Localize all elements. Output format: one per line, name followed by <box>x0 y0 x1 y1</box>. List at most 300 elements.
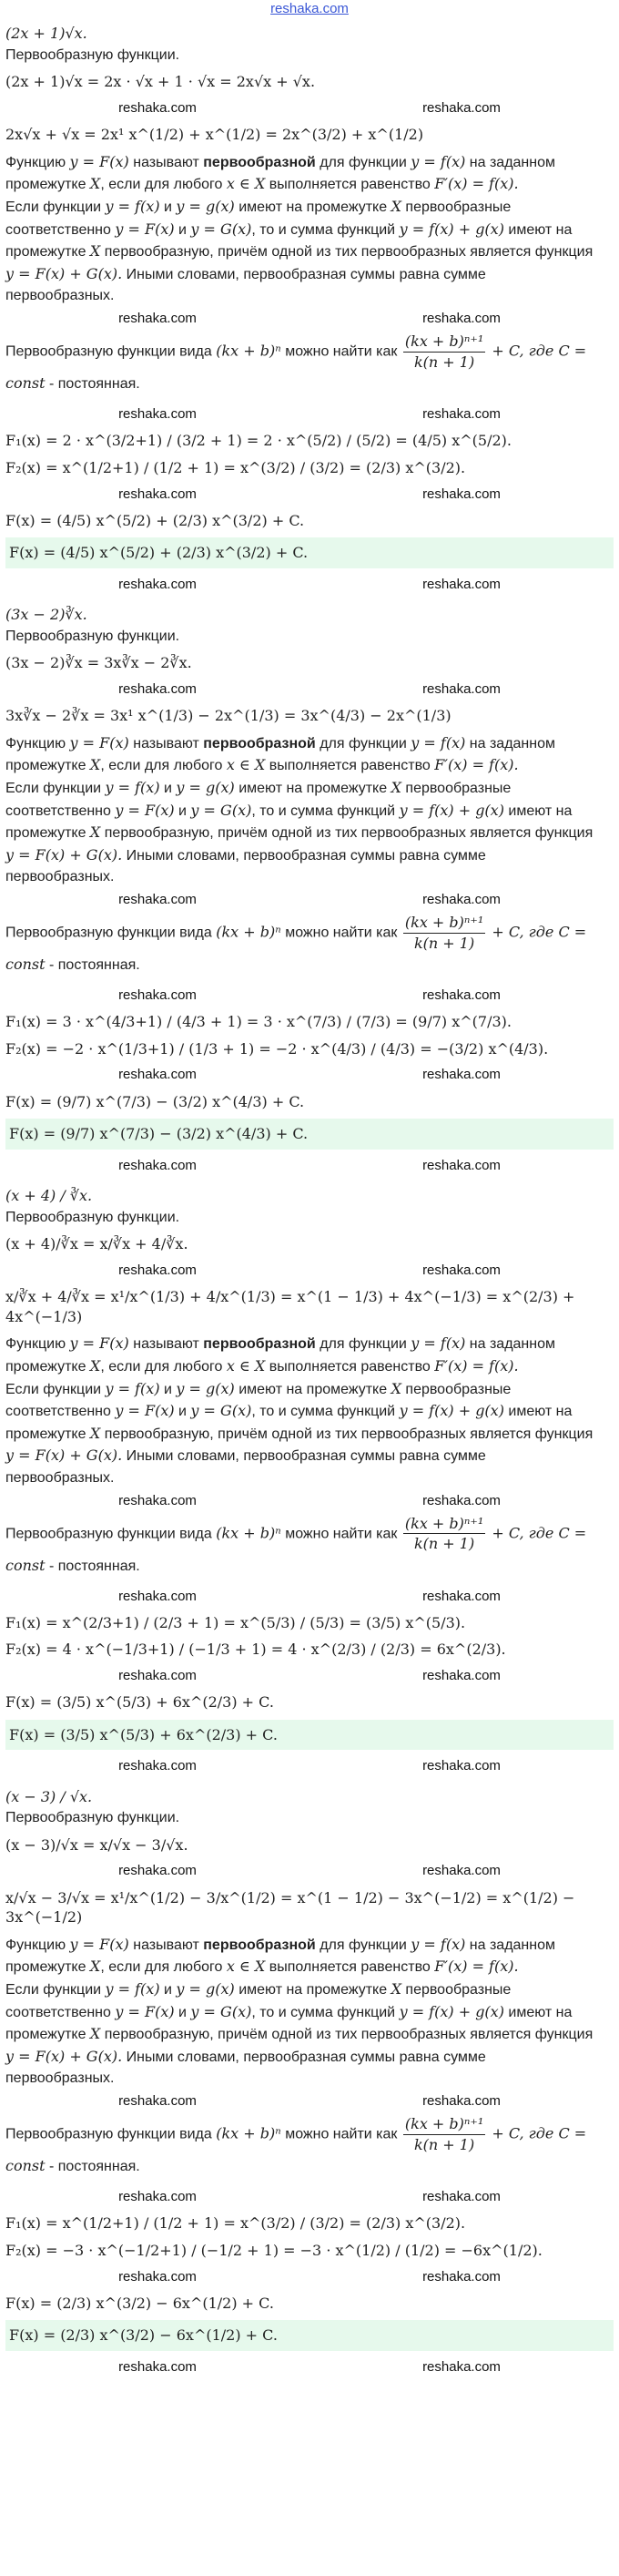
answer-box: F(x) = (9/7) x^(7/3) − (3/2) x^(4/3) + C. <box>5 1119 614 1150</box>
answer-box: F(x) = (3/5) x^(5/3) + 6x^(2/3) + C. <box>5 1720 614 1751</box>
kx-fragment: можно найти как <box>280 2126 401 2142</box>
solution-step: (x + 4)/∛x = x/∛x + 4/∛x. <box>5 1235 188 1253</box>
kx-fragment: (kx + b)ⁿ <box>216 2124 281 2142</box>
watermark-text: reshaka.com <box>422 1667 501 1683</box>
sum-rule-text: первообразных. <box>5 288 115 304</box>
watermark-row <box>5 1757 614 1775</box>
sum-rule-fragment: и <box>159 199 177 216</box>
watermark-text: reshaka.com <box>118 576 197 592</box>
definition-fragment: первообразной <box>203 1336 316 1353</box>
watermark-row <box>5 680 614 699</box>
kx-fragment: - постоянная. <box>45 1558 140 1574</box>
solution-step: F(x) = (3/5) x^(5/3) + 6x^(2/3) + C. <box>5 1693 274 1712</box>
watermark-text: reshaka.com <box>118 311 197 327</box>
watermark-text: reshaka.com <box>118 1863 197 1879</box>
definition-fragment: Функцию <box>5 1336 70 1353</box>
sum-rule-fragment: y = g(x) <box>176 1379 235 1397</box>
watermark-text: reshaka.com <box>422 680 501 697</box>
definition-fragment: для функции <box>315 735 411 751</box>
definition-fragment: на заданном <box>465 1937 555 1953</box>
kx-fraction <box>403 1514 485 1554</box>
answer-box: F(x) = (2/3) x^(3/2) − 6x^(1/2) + C. <box>5 2320 614 2351</box>
sum-rule-fragment: y = f(x) + g(x) <box>399 2002 504 2020</box>
task-intro: Первообразную функции. <box>5 628 180 644</box>
kx-numerator: (kx + b)ⁿ⁺¹ <box>403 332 485 353</box>
sum-rule-fragment: X <box>89 2025 101 2043</box>
sum-rule-fragment: и <box>174 2004 191 2020</box>
definition-fragment: называют <box>128 1336 204 1353</box>
sum-rule-fragment: имеют на промежутке <box>234 1982 391 1998</box>
kx-rule-text <box>5 332 614 372</box>
definition-fragment: называют <box>128 1937 204 1953</box>
watermark-row <box>5 310 614 328</box>
solution-step: (3x − 2)∛x = 3x∛x − 2∛x. <box>5 654 192 672</box>
solution-step: 3x∛x − 2∛x = 3x¹ x^(1/3) − 2x^(1/3) = 3x^(4/3) − 2x^(1/3) <box>5 707 452 725</box>
watermark-text: reshaka.com <box>422 891 501 907</box>
sum-rule-fragment: первообразную, причём одной из тих первообразных является функция <box>100 244 594 261</box>
task-section <box>5 1186 614 1776</box>
sum-rule-fragment: y = G(x) <box>190 220 252 238</box>
task-section <box>5 605 614 1175</box>
sum-rule-fragment: y = G(x) <box>190 2002 252 2020</box>
definition-line <box>5 152 614 173</box>
definition-fragment: y = f(x) <box>411 152 466 170</box>
watermark-text: reshaka.com <box>422 406 501 423</box>
definition-fragment: y = f(x) <box>411 733 466 751</box>
watermark-text: reshaka.com <box>118 1157 197 1173</box>
solution-step: F₁(x) = 2 · x^(3/2+1) / (3/2 + 1) = 2 · x^(5/2) / (5/2) = (4/5) x^(5/2). <box>5 432 512 450</box>
watermark-text: reshaka.com <box>118 2189 197 2205</box>
definition-fragment: Функцию <box>5 1937 70 1953</box>
watermark-text: reshaka.com <box>422 1262 501 1278</box>
solution-step: F₁(x) = x^(1/2+1) / (1/2 + 1) = x^(3/2) / (3/2) = (2/3) x^(3/2). <box>5 2214 466 2233</box>
sum-rule-text <box>5 2002 614 2023</box>
sum-rule-fragment: y = f(x) <box>105 1379 160 1397</box>
kx-fragment: const <box>5 956 46 974</box>
kx-rule-text <box>5 1514 614 1554</box>
definition-fragment: , если для любого <box>100 177 227 193</box>
sum-rule-fragment: промежутке <box>5 1426 90 1442</box>
sum-rule-text <box>5 778 614 799</box>
sum-rule-fragment: имеют на промежутке <box>234 199 391 216</box>
watermark-row <box>5 1667 614 1685</box>
definition-fragment: выполняется равенство <box>265 1358 435 1375</box>
watermark-text: reshaka.com <box>118 891 197 907</box>
sum-rule-fragment: имеют на промежутке <box>234 781 391 796</box>
task-intro: Первообразную функции. <box>5 1810 180 1826</box>
definition-fragment: первообразной <box>203 1937 316 1953</box>
sum-rule-fragment: X <box>89 242 101 261</box>
sum-rule-fragment: промежутке <box>5 244 90 261</box>
kx-fragment: можно найти как <box>280 1526 401 1542</box>
kx-fraction <box>403 913 485 953</box>
definition-block <box>5 1334 614 1576</box>
watermark-text: reshaka.com <box>422 1067 501 1083</box>
sum-rule-fragment: и <box>159 1982 177 1998</box>
kx-rule-text <box>5 373 614 394</box>
kx-numerator: (kx + b)ⁿ⁺¹ <box>403 1514 485 1535</box>
sum-rule-fragment: имеют на <box>503 1404 573 1420</box>
sum-rule-fragment: y = f(x) + g(x) <box>399 1402 504 1420</box>
task-intro: Первообразную функции. <box>5 46 180 63</box>
kx-rule-text <box>5 955 614 976</box>
answer-box: F(x) = (4/5) x^(5/2) + (2/3) x^(3/2) + C. <box>5 537 614 568</box>
solution-step: x/√x − 3/√x = x¹/x^(1/2) − 3/x^(1/2) = x^(1 − 1/2) − 3x^(−1/2) = x^(1/2) − 3x^(−1/2) <box>5 1888 575 1927</box>
sum-rule-fragment: y = F(x) + G(x). <box>5 845 123 864</box>
watermark-text: reshaka.com <box>118 406 197 423</box>
sum-rule-fragment: , то и сумма функций <box>251 1404 400 1420</box>
kx-numerator: (kx + b)ⁿ⁺¹ <box>403 913 485 934</box>
sum-rule-fragment: y = F(x) + G(x). <box>5 264 123 282</box>
definition-fragment: y = f(x) <box>411 1334 466 1353</box>
sum-rule-text <box>5 1401 614 1422</box>
kx-fragment: (kx + b)ⁿ <box>216 1524 281 1542</box>
sum-rule-fragment: y = f(x) <box>105 1980 160 1998</box>
kx-rule-text <box>5 2114 614 2154</box>
definition-fragment: x ∈ X <box>226 1356 266 1375</box>
kx-fragment: - постоянная. <box>45 957 140 974</box>
sum-rule-fragment: первообразные <box>401 1982 512 1998</box>
kx-fraction <box>403 332 485 372</box>
sum-rule-fragment: y = f(x) <box>105 779 160 796</box>
sum-rule-fragment: X <box>391 779 401 796</box>
definition-fragment: промежутке <box>5 758 90 774</box>
solution-step: F₁(x) = x^(2/3+1) / (2/3 + 1) = x^(5/3) / (5/3) = (3/5) x^(5/3). <box>5 1613 466 1631</box>
sum-rule-fragment: и <box>174 1404 191 1420</box>
definition-fragment: X <box>89 175 101 193</box>
task-section <box>5 1787 614 2377</box>
watermark-row <box>5 1492 614 1510</box>
watermark-text: reshaka.com <box>422 987 501 1003</box>
sum-rule-fragment: промежутке <box>5 825 90 842</box>
definition-fragment: X <box>89 1356 101 1375</box>
definition-line <box>5 1935 614 1956</box>
kx-fragment: - постоянная. <box>45 2159 140 2175</box>
sum-rule-fragment: y = F(x) + G(x). <box>5 2047 123 2065</box>
sum-rule-text <box>5 197 614 218</box>
sum-rule-fragment: первообразную, причём одной из тих первообразных является функция <box>100 825 594 842</box>
definition-fragment: промежутке <box>5 1358 90 1375</box>
tasks-container <box>5 24 614 2377</box>
watermark-row <box>5 486 614 504</box>
solution-step: F(x) = (9/7) x^(7/3) − (3/2) x^(4/3) + C. <box>5 1092 305 1110</box>
solution-step: 2x√x + √x = 2x¹ x^(1/2) + x^(1/2) = 2x^(3/2) + x^(1/2) <box>5 126 424 144</box>
watermark-text: reshaka.com <box>118 1492 197 1508</box>
watermark-row <box>5 2268 614 2286</box>
watermark-row <box>5 1262 614 1280</box>
solution-step: F₂(x) = −2 · x^(1/3+1) / (1/3 + 1) = −2 · x^(4/3) / (4/3) = −(3/2) x^(4/3). <box>5 1039 549 1058</box>
definition-fragment: y = f(x) <box>411 1935 466 1953</box>
watermark-row <box>5 2358 614 2377</box>
definition-fragment: для функции <box>315 1336 411 1353</box>
kx-fragment: + C, где C = <box>487 923 587 941</box>
sum-rule-text: первообразных. <box>5 1469 115 1486</box>
sum-rule-fragment: соответственно <box>5 221 116 238</box>
sum-rule-fragment: y = F(x) <box>115 801 175 819</box>
solution-step: F(x) = (4/5) x^(5/2) + (2/3) x^(3/2) + C. <box>5 511 305 529</box>
watermark-text: reshaka.com <box>118 100 197 117</box>
kx-denominator: k(n + 1) <box>413 1535 475 1553</box>
kx-fragment: const <box>5 2157 46 2175</box>
sum-rule-fragment: X <box>391 198 401 216</box>
definition-fragment: x ∈ X <box>226 756 266 774</box>
sum-rule-fragment: и <box>159 1381 177 1397</box>
sum-rule-text: первообразных. <box>5 2070 115 2087</box>
definition-line <box>5 733 614 754</box>
sum-rule-fragment: и <box>159 781 177 796</box>
watermark-row <box>5 1862 614 1880</box>
site-link[interactable]: reshaka.com <box>270 1 349 16</box>
definition-fragment: x ∈ X <box>226 1958 266 1976</box>
solution-step: F(x) = (2/3) x^(3/2) − 6x^(1/2) + C. <box>5 2294 274 2312</box>
definition-fragment: выполняется равенство <box>265 1959 435 1976</box>
definition-line <box>5 755 614 776</box>
kx-fragment: const <box>5 1556 46 1574</box>
sum-rule-text <box>5 1979 614 2000</box>
watermark-text: reshaka.com <box>422 100 501 117</box>
kx-rule-text <box>5 2156 614 2177</box>
definition-fragment: F′(x) = f(x). <box>434 175 519 193</box>
sum-rule-text <box>5 2047 614 2068</box>
sum-rule-text <box>5 2024 614 2045</box>
kx-fragment: Первообразную функции вида <box>5 2126 217 2142</box>
definition-fragment: для функции <box>315 154 411 170</box>
sum-rule-fragment: y = F(x) <box>115 220 175 238</box>
definition-fragment: y = F(x) <box>69 733 129 751</box>
definition-fragment: промежутке <box>5 1959 90 1976</box>
watermark-text: reshaka.com <box>422 1492 501 1508</box>
sum-rule-text <box>5 801 614 822</box>
watermark-row <box>5 2092 614 2111</box>
kx-fragment: - постоянная. <box>45 376 140 393</box>
task-function: (3x − 2)∛x. <box>5 606 87 624</box>
task-function: (x − 3) / √x. <box>5 1787 93 1805</box>
sum-rule-fragment: имеют на <box>503 2004 573 2020</box>
sum-rule-fragment: имеют на промежутке <box>234 1381 391 1397</box>
watermark-text: reshaka.com <box>118 987 197 1003</box>
watermark-text: reshaka.com <box>422 2189 501 2205</box>
kx-rule-text <box>5 913 614 953</box>
sum-rule-fragment: первообразные <box>401 781 512 796</box>
sum-rule-fragment: X <box>89 823 101 842</box>
solution-step: F₂(x) = 4 · x^(−1/3+1) / (−1/3 + 1) = 4 · x^(2/3) / (2/3) = 6x^(2/3). <box>5 1641 506 1659</box>
watermark-text: reshaka.com <box>118 1588 197 1604</box>
definition-fragment: Функцию <box>5 735 70 751</box>
watermark-row <box>5 2188 614 2206</box>
watermark-row <box>5 1157 614 1175</box>
sum-rule-fragment: имеют на <box>503 221 573 238</box>
sum-rule-fragment: y = G(x) <box>190 1402 252 1420</box>
definition-fragment: F′(x) = f(x). <box>434 1356 519 1375</box>
kx-fragment: (kx + b)ⁿ <box>216 342 281 360</box>
definition-fragment: , если для любого <box>100 758 227 774</box>
definition-line <box>5 1356 614 1377</box>
watermark-text: reshaka.com <box>422 1588 501 1604</box>
sum-rule-fragment: X <box>89 1424 101 1442</box>
definition-fragment: на заданном <box>465 735 555 751</box>
watermark-row <box>5 986 614 1005</box>
sum-rule-fragment: Если функции <box>5 1982 106 1998</box>
watermark-text: reshaka.com <box>422 2358 501 2375</box>
definition-fragment: F′(x) = f(x). <box>434 756 519 774</box>
definition-fragment: промежутке <box>5 177 90 193</box>
sum-rule-fragment: Иными словами, первообразная суммы равна сумме <box>122 1448 486 1465</box>
watermark-text: reshaka.com <box>118 1667 197 1683</box>
watermark-text: reshaka.com <box>422 1863 501 1879</box>
task-function: (x + 4) / ∛x. <box>5 1187 93 1205</box>
kx-fragment: можно найти как <box>280 343 401 360</box>
definition-fragment: X <box>89 1958 101 1976</box>
definition-fragment: y = F(x) <box>69 152 129 170</box>
sum-rule-fragment: первообразные <box>401 1381 512 1397</box>
definition-block <box>5 1935 614 2177</box>
sum-rule-text <box>5 1446 614 1467</box>
sum-rule-fragment: y = f(x) + g(x) <box>399 801 504 819</box>
definition-block <box>5 733 614 976</box>
definition-fragment: для функции <box>315 1937 411 1953</box>
watermark-row <box>5 576 614 594</box>
watermark-text: reshaka.com <box>118 2093 197 2110</box>
sum-rule-fragment: соответственно <box>5 1404 116 1420</box>
kx-fragment: (kx + b)ⁿ <box>216 923 281 941</box>
sum-rule-fragment: y = g(x) <box>176 198 235 216</box>
kx-fragment: Первообразную функции вида <box>5 343 217 360</box>
watermark-text: reshaka.com <box>118 1262 197 1278</box>
sum-rule-fragment: Иными словами, первообразная суммы равна сумме <box>122 266 486 282</box>
sum-rule-text <box>5 823 614 843</box>
definition-fragment: , если для любого <box>100 1959 227 1976</box>
kx-denominator: k(n + 1) <box>413 2135 475 2153</box>
kx-fragment: const <box>5 374 46 393</box>
solution-step: x/∛x + 4/∛x = x¹/x^(1/3) + 4/x^(1/3) = x^(1 − 1/3) + 4x^(−1/3) = x^(2/3) + 4x^(−1/3) <box>5 1288 575 1325</box>
sum-rule-fragment: Иными словами, первообразная суммы равна сумме <box>122 847 486 864</box>
sum-rule-fragment: соответственно <box>5 2004 116 2020</box>
sum-rule-text <box>5 241 614 262</box>
definition-fragment: Функцию <box>5 154 70 170</box>
sum-rule-text <box>5 264 614 285</box>
watermark-row <box>5 405 614 424</box>
sum-rule-fragment: , то и сумма функций <box>251 221 400 238</box>
kx-numerator: (kx + b)ⁿ⁺¹ <box>403 2114 485 2135</box>
solution-step: (2x + 1)√x = 2x · √x + 1 · √x = 2x√x + √x. <box>5 73 316 91</box>
sum-rule-fragment: y = F(x) <box>115 2002 175 2020</box>
watermark-text: reshaka.com <box>422 576 501 592</box>
watermark-row <box>5 99 614 118</box>
definition-fragment: называют <box>128 735 204 751</box>
sum-rule-fragment: y = F(x) + G(x). <box>5 1446 123 1465</box>
kx-denominator: k(n + 1) <box>413 934 475 952</box>
definition-fragment: y = F(x) <box>69 1935 129 1953</box>
watermark-text: reshaka.com <box>118 1758 197 1774</box>
task-intro: Первообразную функции. <box>5 1209 180 1225</box>
sum-rule-fragment: y = f(x) <box>105 198 160 216</box>
watermark-row <box>5 891 614 909</box>
definition-fragment: X <box>89 756 101 774</box>
sum-rule-fragment: первообразную, причём одной из тих первообразных является функция <box>100 2027 594 2043</box>
sum-rule-fragment: y = f(x) + g(x) <box>399 220 504 238</box>
solution-step: F₂(x) = x^(1/2+1) / (1/2 + 1) = x^(3/2) / (3/2) = (2/3) x^(3/2). <box>5 458 466 476</box>
definition-fragment: называют <box>128 154 204 170</box>
sum-rule-fragment: X <box>391 1379 401 1397</box>
sum-rule-text: первообразных. <box>5 869 115 885</box>
sum-rule-fragment: первообразную, причём одной из тих первообразных является функция <box>100 1426 594 1442</box>
solution-step: F₁(x) = 3 · x^(4/3+1) / (4/3 + 1) = 3 · x^(7/3) / (7/3) = (9/7) x^(7/3). <box>5 1013 512 1031</box>
kx-fragment: можно найти как <box>280 925 401 941</box>
watermark-text: reshaka.com <box>118 486 197 502</box>
watermark-text: reshaka.com <box>118 1067 197 1083</box>
solution-step: (x − 3)/√x = x/√x − 3/√x. <box>5 1835 188 1854</box>
kx-fragment: Первообразную функции вида <box>5 925 217 941</box>
definition-line <box>5 1334 614 1354</box>
definition-fragment: выполняется равенство <box>265 758 435 774</box>
task-function: (2x + 1)√x. <box>5 25 87 43</box>
definition-block <box>5 152 614 394</box>
sum-rule-text <box>5 845 614 866</box>
sum-rule-fragment: , то и сумма функций <box>251 802 400 819</box>
watermark-row <box>5 1588 614 1606</box>
sum-rule-fragment: первообразные <box>401 199 512 216</box>
watermark-text: reshaka.com <box>118 2358 197 2375</box>
definition-fragment: выполняется равенство <box>265 177 435 193</box>
sum-rule-fragment: Иными словами, первообразная суммы равна сумме <box>122 2049 486 2065</box>
sum-rule-fragment: Если функции <box>5 199 106 216</box>
definition-fragment: на заданном <box>465 1336 555 1353</box>
sum-rule-text <box>5 1379 614 1400</box>
sum-rule-fragment: y = g(x) <box>176 779 235 796</box>
kx-rule-text <box>5 1556 614 1577</box>
definition-fragment: , если для любого <box>100 1358 227 1375</box>
watermark-text: reshaka.com <box>118 2268 197 2285</box>
watermark-text: reshaka.com <box>422 486 501 502</box>
sum-rule-text <box>5 1424 614 1445</box>
watermark-text: reshaka.com <box>118 680 197 697</box>
watermark-row <box>5 1066 614 1084</box>
sum-rule-fragment: Если функции <box>5 1381 106 1397</box>
definition-fragment: y = F(x) <box>69 1334 129 1353</box>
definition-fragment: x ∈ X <box>226 175 266 193</box>
definition-fragment: первообразной <box>203 154 316 170</box>
kx-fragment: + C, где C = <box>487 2124 587 2142</box>
sum-rule-fragment: , то и сумма функций <box>251 2004 400 2020</box>
definition-fragment: первообразной <box>203 735 316 751</box>
sum-rule-fragment: имеют на <box>503 802 573 819</box>
kx-fragment: Первообразную функции вида <box>5 1526 217 1542</box>
kx-fragment: + C, где C = <box>487 1524 587 1542</box>
watermark-text: reshaka.com <box>422 1758 501 1774</box>
kx-fragment: + C, где C = <box>487 342 587 360</box>
watermark-text: reshaka.com <box>422 311 501 327</box>
definition-line <box>5 1957 614 1978</box>
task-section <box>5 24 614 594</box>
watermark-text: reshaka.com <box>422 2093 501 2110</box>
sum-rule-fragment: промежутке <box>5 2027 90 2043</box>
sum-rule-text <box>5 220 614 240</box>
sum-rule-fragment: соответственно <box>5 802 116 819</box>
sum-rule-fragment: X <box>391 1980 401 1998</box>
definition-line <box>5 174 614 195</box>
watermark-text: reshaka.com <box>422 1157 501 1173</box>
sum-rule-fragment: y = G(x) <box>190 801 252 819</box>
solution-step: F₂(x) = −3 · x^(−1/2+1) / (−1/2 + 1) = −3 · x^(1/2) / (1/2) = −6x^(1/2). <box>5 2241 543 2259</box>
sum-rule-fragment: и <box>174 802 191 819</box>
sum-rule-fragment: Если функции <box>5 781 106 796</box>
kx-fraction <box>403 2114 485 2154</box>
kx-denominator: k(n + 1) <box>413 353 475 371</box>
sum-rule-fragment: y = F(x) <box>115 1402 175 1420</box>
definition-fragment: F′(x) = f(x). <box>434 1958 519 1976</box>
definition-fragment: на заданном <box>465 154 555 170</box>
sum-rule-fragment: и <box>174 221 191 238</box>
